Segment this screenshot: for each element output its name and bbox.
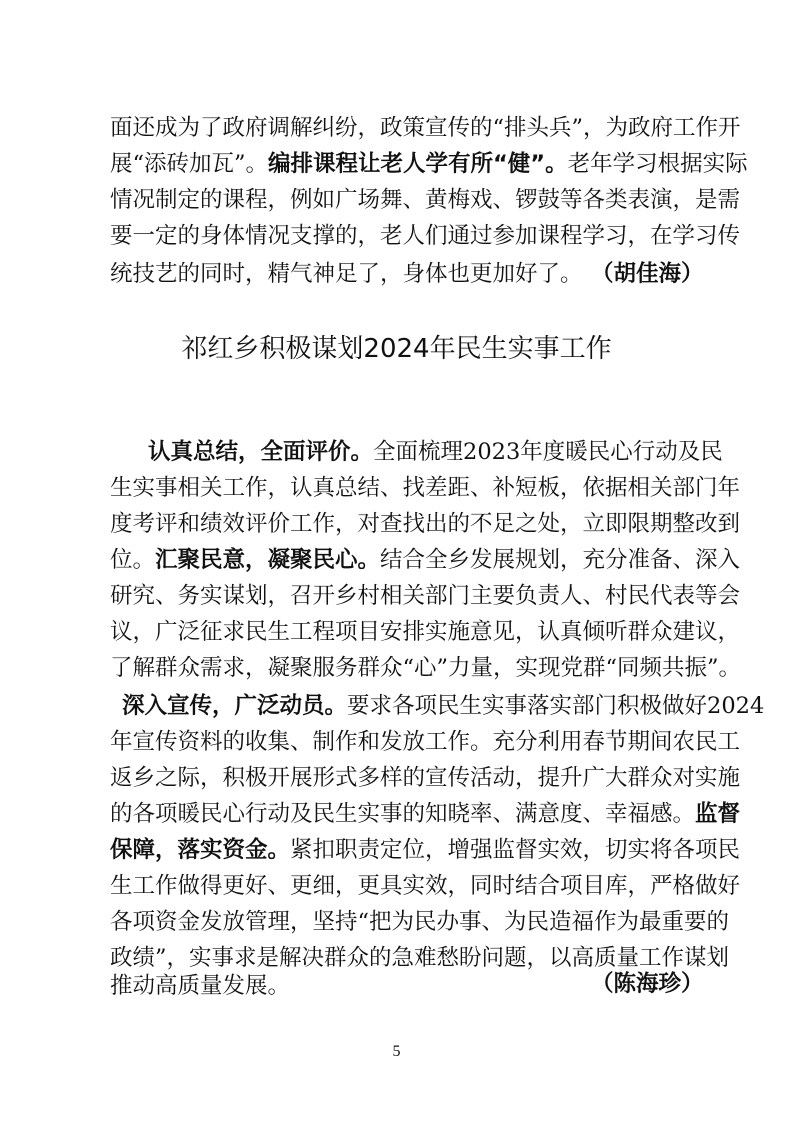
author-signature: （胡佳海） [591,261,704,287]
text-span: 各项资金发放管理，坚持“把为民办事、为民造福作为最重要的 [110,909,730,935]
bold-heading-inline: 保障，落实资金。 [110,837,291,863]
bold-heading-inline: 深入宣传，广泛动员。 [122,693,348,719]
text-span: 年宣传资料的收集、制作和发放工作。充分利用春节期间农民工 [110,729,741,755]
text-span: 要求各项民生实事落实部门积极做好2024 [347,693,765,719]
text-span: 议，广泛征求民生工程项目安排实施意见，认真倾听群众建议， [110,619,741,645]
body-text-line [110,868,741,904]
body-text-line [110,650,742,686]
text-span: 政绩”，实事求是解决群众的急难愁盼问题，以高质量工作谋划 [110,945,730,971]
text-span: 生工作做得更好、更细，更具实效，同时结合项目库，严格做好 [110,873,741,899]
bold-heading-inline: 编排课程让老人学有所“健”。 [268,151,568,177]
body-text-line [110,218,741,254]
body-text-line [110,724,741,760]
body-text-line [110,110,741,146]
body-text-line [110,182,741,218]
text-span: 紧扣职责定位，增强监督实效，切实将各项民 [290,837,741,863]
body-text-line [110,506,741,542]
text-span: 结合全乡发展规划，充分准备、深入 [380,547,741,573]
body-text-line [110,796,741,832]
body-text-line [122,688,765,724]
text-span: 了解群众需求，凝聚服务群众“心”力量，实现党群“同频共振”。 [110,655,742,681]
bold-heading-inline: 认真总结，全面评价。 [148,439,374,465]
body-text-line [110,904,730,940]
body-text-line [110,578,741,614]
text-span: 研究、务实谋划，召开乡村相关部门主要负责人、村民代表等会 [110,583,741,609]
text-span: 推动高质量发展。 [110,973,291,999]
body-text-line [148,434,723,470]
body-text-line [110,542,741,578]
bold-heading-inline: 监督 [695,801,741,827]
text-span: 面还成为了政府调解纠纷，政策宣传的“排头兵”，为政府工作开 [110,115,741,141]
body-text-line [110,146,748,182]
body-text-line [110,760,741,796]
body-text-line [110,832,741,868]
author-signature: （陈海珍） [591,971,704,997]
text-span: 统技艺的同时，精气神足了，身体也更加好了。 [110,261,583,287]
text-span: 全面梳理2023年度暖民心行动及民 [373,439,723,465]
text-span: 老年学习根据实际 [567,151,748,177]
text-span: 的各项暖民心行动及民生实事的知晓率、满意度、幸福感。 [110,801,696,827]
article-title: 祁红乡积极谋划2024年民生实事工作 [181,334,612,364]
text-span: 情况制定的课程，例如广场舞、黄梅戏、锣鼓等各类表演，是需 [110,187,741,213]
text-span: 返乡之际，积极开展形式多样的宣传活动，提升广大群众对实施 [110,765,741,791]
body-text-line [110,614,741,650]
text-span: 度考评和绩效评价工作，对查找出的不足之处，立即限期整改到 [110,511,741,537]
bold-heading-inline: 汇聚民意，凝聚民心。 [155,547,381,573]
text-span: 生实事相关工作，认真总结、找差距、补短板，依据相关部门年 [110,475,741,501]
page-number: 5 [392,1043,401,1060]
text-span: 位。 [110,547,156,573]
text-span: 要一定的身体情况支撑的，老人们通过参加课程学习，在学习传 [110,223,741,249]
body-text-line [110,470,741,506]
text-span: 展“添砖加瓦”。 [110,151,269,177]
